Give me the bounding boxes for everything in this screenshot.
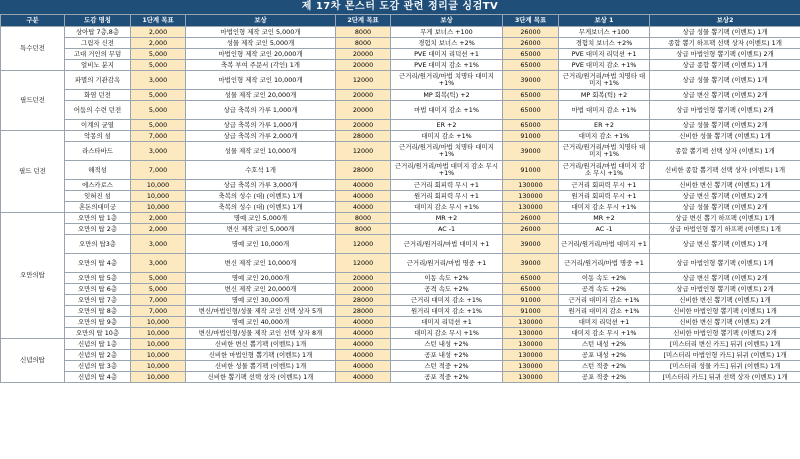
stage2-reward-cell: 공포 적중 +2% — [391, 372, 503, 383]
stage2-reward-cell: 근거리/원거리/마법 치명타 대미지 +1% — [391, 142, 503, 161]
collection-name-cell: 상아탑 7층,8층 — [65, 27, 131, 38]
collection-name-cell: 잊혀진 섬 — [65, 191, 131, 202]
stage3-reward2-cell: 상급 마법인형 뽑기팩 (이벤트) 2개 — [650, 49, 800, 60]
stage2-reward-cell: 대미지 감소 무시 +1% — [391, 202, 503, 213]
stage3-reward1-cell: 마법 대미지 감소 +1% — [559, 101, 650, 120]
stage3-goal-cell: 130000 — [503, 317, 559, 328]
header-stage2-reward: 보상 — [391, 15, 503, 27]
collection-name-cell: 어둠의 수련 던전 — [65, 101, 131, 120]
stage2-goal-cell: 40000 — [336, 350, 391, 361]
stage3-reward2-cell: 종합 뽑기팩 선택 상자 (이벤트) 1개 — [650, 142, 800, 161]
collection-name-cell: 신념의 탑 1층 — [65, 339, 131, 350]
stage2-reward-cell: MR +2 — [391, 213, 503, 224]
table-row — [1, 306, 800, 317]
collection-name-cell: 오만의 탑 8층 — [65, 306, 131, 317]
stage3-goal-cell: 65000 — [503, 120, 559, 131]
stage2-reward-cell: PVE 대미지 감소 +1% — [391, 60, 503, 71]
stage1-goal-cell: 7,000 — [131, 161, 186, 180]
stage1-goal-cell: 10,000 — [131, 180, 186, 191]
collection-name-cell: 그림자 신전 — [65, 38, 131, 49]
stage2-reward-cell: 원거리 회피력 무시 +1 — [391, 191, 503, 202]
stage2-reward-cell: 원거리 대미지 감소 +1% — [391, 306, 503, 317]
stage3-reward2-cell: 상급 성물 뽑기팩 (이벤트) 1개 — [650, 27, 800, 38]
stage3-reward2-cell: 상급 마법인형 뽑기팩 (이벤트) 1개 — [650, 254, 800, 273]
stage3-reward1-cell: 대미지 감소 무시 +1% — [559, 328, 650, 339]
table-row — [1, 191, 800, 202]
stage3-reward2-cell: 상급 변신 뽑기팩 (이벤트) 1개 — [650, 235, 800, 254]
stage1-reward-cell: 마법인형 제작 코인 20,000개 — [186, 49, 336, 60]
table-row — [1, 361, 800, 372]
stage3-reward2-cell: 신비한 변신 뽑기팩 (이벤트) 1개 — [650, 295, 800, 306]
stage3-goal-cell: 130000 — [503, 372, 559, 383]
collection-name-cell: 오만의 탑 4층 — [65, 254, 131, 273]
stage3-goal-cell: 130000 — [503, 361, 559, 372]
table-row — [1, 161, 800, 180]
collection-name-cell: 오만의 탑 9층 — [65, 317, 131, 328]
stage1-reward-cell: 명예 코인 30,000개 — [186, 295, 336, 306]
stage1-goal-cell: 5,000 — [131, 90, 186, 101]
stage3-reward1-cell: 대미지 감소 무시 +1% — [559, 202, 650, 213]
stage3-reward2-cell: 신비한 변신 뽑기팩 (이벤트) 1개 — [650, 180, 800, 191]
stage1-goal-cell: 2,000 — [131, 213, 186, 224]
stage1-goal-cell: 10,000 — [131, 328, 186, 339]
table-row — [1, 235, 800, 254]
stage1-goal-cell: 7,000 — [131, 295, 186, 306]
stage3-reward2-cell: 상급 성물 뽑기팩 (이벤트) 2개 — [650, 120, 800, 131]
stage1-reward-cell: 마법인형 제작 코인 5,000개 — [186, 27, 336, 38]
stage3-goal-cell: 26000 — [503, 224, 559, 235]
stage1-reward-cell: 신비한 변신 뽑기팩 (이벤트) 1개 — [186, 339, 336, 350]
stage2-goal-cell: 40000 — [336, 202, 391, 213]
collection-name-cell: 신념의 탑 2층 — [65, 350, 131, 361]
collection-name-cell: 오만의 탑 1층 — [65, 213, 131, 224]
header-stage3-reward1: 보상 1 — [559, 15, 650, 27]
stage3-reward2-cell: [미스터리 변신 카드] 뒤귀 (이벤트) 1개 — [650, 339, 800, 350]
stage2-reward-cell: 근거리/원거리/마법 대미지 +1 — [391, 235, 503, 254]
stage3-reward2-cell: 종합 뽑기 하프팩 선택 상자 (이벤트) 1개 — [650, 38, 800, 49]
stage2-goal-cell: 40000 — [336, 180, 391, 191]
header-stage2-goal: 2단계 목표 — [336, 15, 391, 27]
stage3-reward2-cell: 신비한 변신 뽑기팩 (이벤트) 2개 — [650, 317, 800, 328]
stage1-reward-cell: 변신/마법인형/성물 제작 코인 선택 상자 5개 — [186, 306, 336, 317]
stage1-goal-cell: 5,000 — [131, 49, 186, 60]
stage1-reward-cell: 상급 축복의 가루 1,000개 — [186, 101, 336, 120]
stage2-goal-cell: 40000 — [336, 339, 391, 350]
stage3-reward1-cell: 무게보너스 +100 — [559, 27, 650, 38]
stage3-goal-cell: 26000 — [503, 27, 559, 38]
stage2-reward-cell: 대미지 리덕션 +1 — [391, 317, 503, 328]
stage1-reward-cell: 축복 부여 주문서 (각인) 1개 — [186, 60, 336, 71]
stage2-goal-cell: 8000 — [336, 38, 391, 49]
collection-name-cell: 해적섬 — [65, 161, 131, 180]
stage2-reward-cell: 공격 속도 +2% — [391, 284, 503, 295]
stage1-goal-cell: 10,000 — [131, 202, 186, 213]
table-row — [1, 27, 800, 38]
stage3-reward2-cell: 신비한 성물 뽑기팩 (이벤트) 1개 — [650, 131, 800, 142]
stage2-goal-cell: 28000 — [336, 161, 391, 180]
stage3-goal-cell: 65000 — [503, 101, 559, 120]
stage3-goal-cell: 91000 — [503, 161, 559, 180]
category-cell: 필드던전 — [1, 71, 65, 131]
table-row — [1, 224, 800, 235]
stage2-reward-cell: 근거리 대미지 감소 +1% — [391, 295, 503, 306]
stage2-goal-cell: 8000 — [336, 27, 391, 38]
stage3-goal-cell: 130000 — [503, 328, 559, 339]
stage3-reward1-cell: 이동 속도 +2% — [559, 273, 650, 284]
stage3-goal-cell: 130000 — [503, 202, 559, 213]
stage2-reward-cell: 대미지 감소 +1% — [391, 131, 503, 142]
stage3-reward1-cell: 공포 적중 +2% — [559, 372, 650, 383]
stage1-goal-cell: 2,000 — [131, 224, 186, 235]
stage2-goal-cell: 12000 — [336, 142, 391, 161]
stage2-reward-cell: 공포 내성 +2% — [391, 350, 503, 361]
stage1-reward-cell: 축복의 성수 (대) (이벤트) 1개 — [186, 202, 336, 213]
stage3-goal-cell: 65000 — [503, 284, 559, 295]
stage3-reward1-cell: 공포 내성 +2% — [559, 350, 650, 361]
stage3-reward1-cell: 근거리 회피력 무시 +1 — [559, 180, 650, 191]
stage2-goal-cell: 20000 — [336, 90, 391, 101]
stage3-reward2-cell: 상급 변신 뽑기 하프팩 (이벤트) 1개 — [650, 213, 800, 224]
stage3-reward1-cell: 대미지 리덕션 +1 — [559, 317, 650, 328]
stage3-goal-cell: 65000 — [503, 273, 559, 284]
stage1-reward-cell: 명예 코인 20,000개 — [186, 273, 336, 284]
table-row — [1, 350, 800, 361]
stage1-reward-cell: 변신 제작 코인 5,000개 — [186, 224, 336, 235]
stage2-reward-cell: 근거리/원거리/마법 대미지 감소 무시 +1% — [391, 161, 503, 180]
collection-name-cell: 파멸의 기관감옥 — [65, 71, 131, 90]
collection-name-cell: 라스타바드 — [65, 142, 131, 161]
stage2-reward-cell: ER +2 — [391, 120, 503, 131]
collection-name-cell: 악몽의 섬 — [65, 131, 131, 142]
table-row — [1, 90, 800, 101]
stage1-goal-cell: 5,000 — [131, 273, 186, 284]
stage2-goal-cell: 20000 — [336, 273, 391, 284]
table-row — [1, 131, 800, 142]
stage2-reward-cell: 대미지 감소 무시 +1% — [391, 328, 503, 339]
stage3-goal-cell: 65000 — [503, 60, 559, 71]
stage1-reward-cell: 성물 제작 코인 5,000개 — [186, 38, 336, 49]
stage2-reward-cell: AC -1 — [391, 224, 503, 235]
stage3-goal-cell: 130000 — [503, 191, 559, 202]
stage1-reward-cell: 명예 코인 10,000개 — [186, 235, 336, 254]
stage3-goal-cell: 65000 — [503, 49, 559, 60]
stage2-goal-cell: 40000 — [336, 328, 391, 339]
collection-name-cell: 신념의 탑 4층 — [65, 372, 131, 383]
stage3-reward1-cell: 근거리/원거리/마법 명중 +1 — [559, 254, 650, 273]
stage2-reward-cell: MP 회복(틱) +2 — [391, 90, 503, 101]
stage1-reward-cell: 상급 축복의 가루 3,000개 — [186, 180, 336, 191]
monster-collection-table — [0, 14, 800, 383]
table-row — [1, 71, 800, 90]
stage3-goal-cell: 130000 — [503, 339, 559, 350]
stage1-goal-cell: 5,000 — [131, 284, 186, 295]
table-row — [1, 60, 800, 71]
stage3-reward1-cell: AC -1 — [559, 224, 650, 235]
stage3-reward2-cell: 상급 마법인형 뽑기 하프팩 (이벤트) 1개 — [650, 224, 800, 235]
table-row — [1, 284, 800, 295]
table-row — [1, 120, 800, 131]
category-cell: 필드 던전 — [1, 131, 65, 213]
collection-name-cell: 오만의 탑 5층 — [65, 273, 131, 284]
stage3-goal-cell: 91000 — [503, 131, 559, 142]
stage2-reward-cell: 근거리/원거리/마법 치명타 대미지 +1% — [391, 71, 503, 90]
collection-name-cell: 화염 던전 — [65, 90, 131, 101]
stage1-reward-cell: 성물 제작 코인 20,000개 — [186, 90, 336, 101]
stage3-reward2-cell: 상급 마법인형 뽑기팩 (이벤트) 2개 — [650, 284, 800, 295]
header-stage3-goal: 3단계 목표 — [503, 15, 559, 27]
stage3-goal-cell: 39000 — [503, 71, 559, 90]
table-row — [1, 213, 800, 224]
stage3-reward2-cell: [미스터리 성물 카드] 뒤귀 (이벤트) 1개 — [650, 361, 800, 372]
stage1-reward-cell: 신비한 성물 뽑기팩 (이벤트) 1개 — [186, 361, 336, 372]
stage2-goal-cell: 20000 — [336, 60, 391, 71]
stage2-goal-cell: 20000 — [336, 49, 391, 60]
stage2-goal-cell: 20000 — [336, 101, 391, 120]
stage1-goal-cell: 2,000 — [131, 38, 186, 49]
stage1-reward-cell: 변신 제작 코인 10,000개 — [186, 254, 336, 273]
stage3-goal-cell: 91000 — [503, 295, 559, 306]
table-body — [1, 27, 800, 383]
collection-name-cell: 오만의 탑 7층 — [65, 295, 131, 306]
collection-name-cell: 에스카로스 — [65, 180, 131, 191]
stage2-reward-cell: 근거리/원거리/마법 명중 +1 — [391, 254, 503, 273]
stage1-goal-cell: 5,000 — [131, 120, 186, 131]
category-cell: 특수던전 — [1, 27, 65, 71]
stage2-goal-cell: 40000 — [336, 361, 391, 372]
table-row — [1, 49, 800, 60]
stage1-reward-cell: 변신 제작 코인 20,000개 — [186, 284, 336, 295]
stage1-goal-cell: 3,000 — [131, 71, 186, 90]
stage1-goal-cell: 7,000 — [131, 306, 186, 317]
stage1-reward-cell: 명예 코인 40,000개 — [186, 317, 336, 328]
stage1-goal-cell: 10,000 — [131, 339, 186, 350]
stage1-reward-cell: 마법인형 제작 코인 10,000개 — [186, 71, 336, 90]
stage1-goal-cell: 10,000 — [131, 317, 186, 328]
table-row — [1, 202, 800, 213]
stage3-reward1-cell: MP 회복(틱) +2 — [559, 90, 650, 101]
stage1-reward-cell: 상급 축복의 가루 1,000개 — [186, 120, 336, 131]
stage3-reward2-cell: [미스터리 카드] 뒤귀 선택 상자 (이벤트) 1개 — [650, 372, 800, 383]
stage1-reward-cell: 상급 축복의 가루 2,000개 — [186, 131, 336, 142]
stage3-reward2-cell: 상급 성물 뽑기팩 (이벤트) 2개 — [650, 202, 800, 213]
stage1-goal-cell: 3,000 — [131, 142, 186, 161]
stage1-goal-cell: 2,000 — [131, 27, 186, 38]
stage1-goal-cell: 10,000 — [131, 361, 186, 372]
stage3-reward2-cell: 상급 변신 뽑기팩 (이벤트) 2개 — [650, 90, 800, 101]
stage3-reward1-cell: PVE 대미지 리덕션 +1 — [559, 49, 650, 60]
table-row — [1, 142, 800, 161]
stage2-reward-cell: 마법 대미지 감소 +1% — [391, 101, 503, 120]
stage2-goal-cell: 28000 — [336, 306, 391, 317]
stage1-reward-cell: 신비한 마법인형 뽑기팩 (이벤트) 1개 — [186, 350, 336, 361]
stage1-goal-cell: 3,000 — [131, 235, 186, 254]
stage1-reward-cell: 명예 코인 5,000개 — [186, 213, 336, 224]
stage1-goal-cell: 5,000 — [131, 101, 186, 120]
stage3-reward2-cell: 상급 변신 뽑기팩 (이벤트) 2개 — [650, 273, 800, 284]
stage3-goal-cell: 130000 — [503, 180, 559, 191]
stage1-reward-cell: 변신/마법인형/성물 제작 코인 선택 상자 8개 — [186, 328, 336, 339]
table-row — [1, 372, 800, 383]
collection-name-cell: 오만의 탑 6층 — [65, 284, 131, 295]
stage3-reward1-cell: 근거리/원거리/마법 치명타 대미지 +1% — [559, 71, 650, 90]
stage3-reward2-cell: 신비한 마법인형 뽑기팩 (이벤트) 2개 — [650, 328, 800, 339]
stage3-reward2-cell: 신비한 종합 뽑기팩 선택 상자 (이벤트) 1개 — [650, 161, 800, 180]
stage3-goal-cell: 39000 — [503, 235, 559, 254]
category-cell: 오만의탑 — [1, 213, 65, 339]
table-row — [1, 180, 800, 191]
collection-name-cell: 오만의 탑3층 — [65, 235, 131, 254]
table-row — [1, 328, 800, 339]
header-row — [1, 15, 800, 27]
table-row — [1, 339, 800, 350]
table-row — [1, 101, 800, 120]
stage3-reward1-cell: 경험치 보너스 +2% — [559, 38, 650, 49]
stage3-reward2-cell: 상급 변신 뽑기팩 (이벤트) 2개 — [650, 191, 800, 202]
stage1-goal-cell: 3,000 — [131, 254, 186, 273]
stage1-reward-cell: 성물 제작 코인 10,000개 — [186, 142, 336, 161]
stage3-reward1-cell: MR +2 — [559, 213, 650, 224]
stage2-goal-cell: 12000 — [336, 235, 391, 254]
stage3-reward1-cell: 근거리/원거리/마법 치명타 대미지 +1% — [559, 142, 650, 161]
collection-name-cell: 이계의 균열 — [65, 120, 131, 131]
stage1-goal-cell: 10,000 — [131, 350, 186, 361]
table-row — [1, 295, 800, 306]
stage3-reward1-cell: PVE 대미지 감소 +1% — [559, 60, 650, 71]
stage3-reward1-cell: 공격 속도 +2% — [559, 284, 650, 295]
stage2-goal-cell: 28000 — [336, 295, 391, 306]
header-stage3-reward2: 보상2 — [650, 15, 800, 27]
stage3-reward2-cell: 신비한 마법인형 뽑기팩 (이벤트) 1개 — [650, 306, 800, 317]
stage3-goal-cell: 39000 — [503, 254, 559, 273]
stage1-reward-cell: 신비한 뽑기팩 선택 상자 (이벤트) 1개 — [186, 372, 336, 383]
stage2-reward-cell: 스턴 내성 +2% — [391, 339, 503, 350]
category-cell: 신념의탑 — [1, 339, 65, 383]
stage3-reward2-cell: 상급 마법인형 뽑기팩 (이벤트) 2개 — [650, 101, 800, 120]
stage3-reward1-cell: 근거리/원거리/마법 대미지 감소 무시 +1% — [559, 161, 650, 180]
stage2-goal-cell: 28000 — [336, 131, 391, 142]
collection-name-cell: 오만의 탑 2층 — [65, 224, 131, 235]
stage3-goal-cell: 39000 — [503, 142, 559, 161]
stage2-reward-cell: PVE 대미지 리덕션 +1 — [391, 49, 503, 60]
stage1-reward-cell: 축복의 성수 (대) (이벤트) 1개 — [186, 191, 336, 202]
stage2-goal-cell: 40000 — [336, 191, 391, 202]
stage2-goal-cell: 12000 — [336, 71, 391, 90]
stage3-reward2-cell: 상급 성물 뽑기팩 (이벤트) 1개 — [650, 71, 800, 90]
stage2-reward-cell: 이동 속도 +2% — [391, 273, 503, 284]
stage2-goal-cell: 8000 — [336, 224, 391, 235]
stage2-goal-cell: 20000 — [336, 284, 391, 295]
stage3-reward1-cell: 원거리 대미지 감소 +1% — [559, 306, 650, 317]
stage2-reward-cell: 경험치 보너스 +2% — [391, 38, 503, 49]
stage3-goal-cell: 26000 — [503, 213, 559, 224]
stage3-reward1-cell: 근거리 대미지 감소 +1% — [559, 295, 650, 306]
stage2-reward-cell: 근거리 회피력 무시 +1 — [391, 180, 503, 191]
stage3-reward1-cell: 스턴 내성 +2% — [559, 339, 650, 350]
stage3-reward1-cell: 스턴 적중 +2% — [559, 361, 650, 372]
header-category: 구분 — [1, 15, 65, 27]
sheet-title: 제 17차 몬스터 도감 관련 정리글 싱검TV — [0, 0, 800, 14]
stage3-reward1-cell: 원거리 회피력 무시 +1 — [559, 191, 650, 202]
header-collection-name: 도감 명칭 — [65, 15, 131, 27]
stage3-reward1-cell: ER +2 — [559, 120, 650, 131]
stage2-goal-cell: 12000 — [336, 254, 391, 273]
collection-name-cell: 신념의 탑 3층 — [65, 361, 131, 372]
stage2-goal-cell: 20000 — [336, 120, 391, 131]
stage1-goal-cell: 5,000 — [131, 60, 186, 71]
collection-name-cell: 혼돈의대미궁 — [65, 202, 131, 213]
stage3-goal-cell: 65000 — [503, 90, 559, 101]
stage3-reward1-cell: 근거리/원거리/마법 대미지 +1 — [559, 235, 650, 254]
collection-name-cell: 오만의 탑 10층 — [65, 328, 131, 339]
table-row — [1, 317, 800, 328]
header-stage1-goal: 1단계 목표 — [131, 15, 186, 27]
table-row — [1, 38, 800, 49]
stage2-reward-cell: 스턴 적중 +2% — [391, 361, 503, 372]
collection-name-cell: 고대 거인의 무덤 — [65, 49, 131, 60]
table-row — [1, 254, 800, 273]
stage2-goal-cell: 8000 — [336, 213, 391, 224]
stage3-reward2-cell: 상급 종합 뽑기팩 (이벤트) 1개 — [650, 60, 800, 71]
table-row — [1, 273, 800, 284]
stage3-goal-cell: 91000 — [503, 306, 559, 317]
stage1-goal-cell: 7,000 — [131, 131, 186, 142]
collection-name-cell: 얼비노 분지 — [65, 60, 131, 71]
header-stage1-reward: 보상 — [186, 15, 336, 27]
stage3-goal-cell: 130000 — [503, 350, 559, 361]
stage3-reward2-cell: [미스터리 마법인형 카드] 뒤귀 (이벤트) 1개 — [650, 350, 800, 361]
stage1-goal-cell: 10,000 — [131, 191, 186, 202]
stage2-goal-cell: 40000 — [336, 317, 391, 328]
stage3-reward1-cell: 대미지 감소 +1% — [559, 131, 650, 142]
stage1-goal-cell: 10,000 — [131, 372, 186, 383]
stage2-goal-cell: 40000 — [336, 372, 391, 383]
stage1-reward-cell: 수호석 1개 — [186, 161, 336, 180]
stage2-reward-cell: 무게 보너스 +100 — [391, 27, 503, 38]
stage3-goal-cell: 26000 — [503, 38, 559, 49]
